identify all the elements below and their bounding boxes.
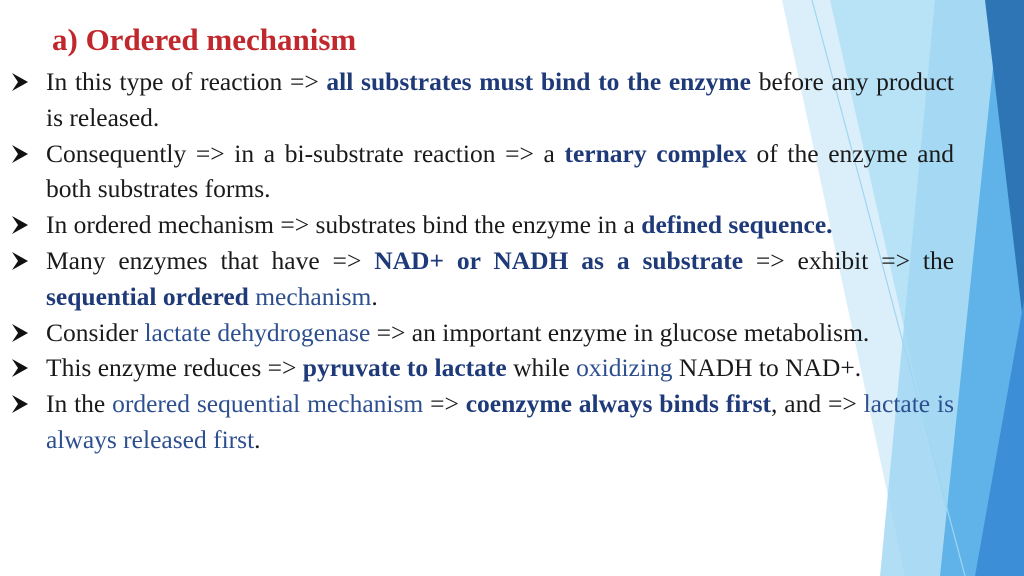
- bullet-item: [8, 350, 954, 386]
- bullet-text-segment: => exhibit => the: [743, 245, 955, 275]
- bullet-text-segment: ordered sequential mechanism: [112, 389, 424, 419]
- bullet-text-segment: In this type of reaction =>: [46, 67, 327, 96]
- bullet-text-segment: oxidizing: [576, 353, 673, 383]
- bullet-item: [8, 243, 954, 315]
- bullet-text-segment: In ordered mechanism => substrates bind the enzyme in a: [46, 210, 642, 240]
- bullet-text-segment: Consequently => in a bi-substrate reaction => a: [46, 138, 565, 168]
- bullet-text-segment: =>: [423, 389, 466, 419]
- arrow-bullet-icon: [10, 243, 30, 279]
- bullet-text-segment: all substrates must bind to the enzyme: [326, 67, 751, 96]
- bullet-text-segment: In the: [46, 389, 113, 419]
- bullet-text-segment: Many enzymes that have =>: [46, 245, 375, 275]
- bullet-text-segment: Consider: [46, 317, 145, 347]
- bullet-text-segment: => an important enzyme in glucose metabolism.: [370, 317, 870, 347]
- slide-title: a) Ordered mechanism: [52, 22, 357, 57]
- bullet-text-segment: before any product is released.: [46, 67, 954, 132]
- bullet-text-segment: , and =>: [771, 389, 864, 419]
- bullet-text-segment: of the enzyme and both substrates forms.: [46, 138, 954, 204]
- arrow-bullet-icon: [10, 136, 30, 172]
- bullet-text-segment: NADH to NAD+.: [672, 353, 862, 383]
- bullet-text-segment: sequential ordered: [46, 281, 249, 311]
- bullet-text-segment: lactate is always released first: [46, 389, 954, 454]
- bullet-text-segment: mechanism: [248, 281, 372, 311]
- bullet-text-segment: NAD+ or NADH as a substrate: [374, 245, 744, 275]
- arrow-bullet-icon: [10, 386, 30, 422]
- bullet-text-segment: while: [506, 353, 577, 383]
- arrow-bullet-icon: [10, 315, 30, 351]
- bullet-text-segment: This enzyme reduces =>: [46, 353, 303, 383]
- bullet-text-segment: ternary complex: [564, 138, 747, 168]
- bullet-item: [8, 64, 954, 136]
- bullet-text-segment: defined sequence.: [641, 210, 833, 240]
- bullet-text-segment: coenzyme always binds first: [465, 389, 772, 419]
- bullet-list: [8, 64, 954, 458]
- bullet-item: [8, 136, 954, 208]
- bullet-item: [8, 207, 954, 243]
- bullet-text-segment: pyruvate to lactate: [302, 353, 507, 383]
- bullet-item: [8, 386, 954, 458]
- arrow-bullet-icon: [10, 350, 30, 386]
- arrow-bullet-icon: [10, 64, 30, 100]
- bullet-text-segment: .: [371, 281, 378, 311]
- bullet-text-segment: .: [254, 424, 261, 454]
- arrow-bullet-icon: [10, 207, 30, 243]
- bullet-text-segment: lactate dehydrogenase: [144, 317, 371, 347]
- bullet-item: [8, 315, 954, 351]
